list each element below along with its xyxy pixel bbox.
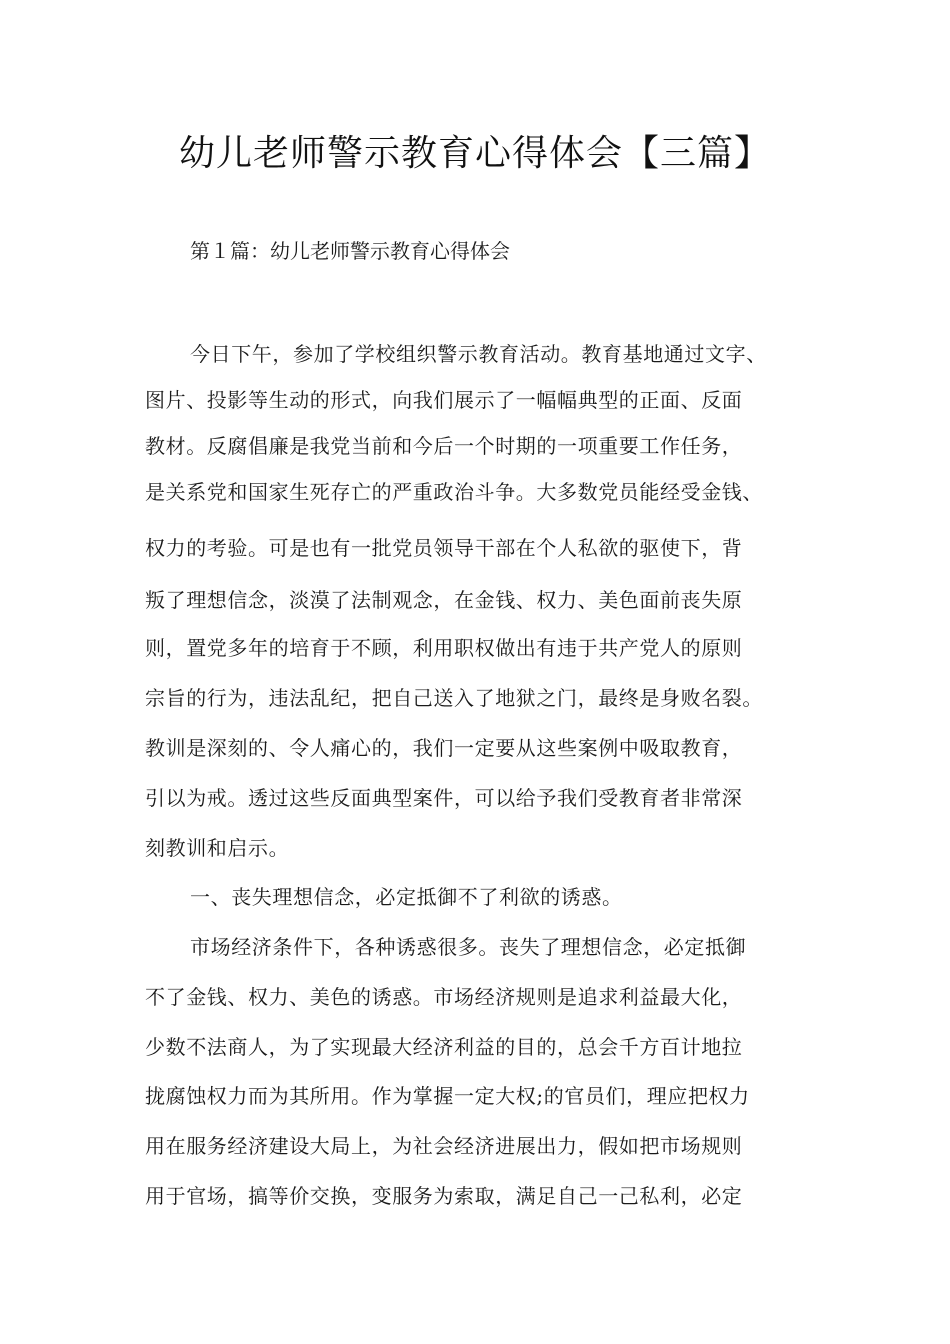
paragraph-line: 不了金钱、权力、美色的诱惑。市场经济规则是追求利益最大化， [145, 985, 743, 1009]
document-title: 幼儿老师警示教育心得体会【三篇】 [178, 133, 771, 174]
paragraph-line: 引以为戒。透过这些反面典型案件，可以给予我们受教育者非常深 [145, 786, 743, 810]
paragraph-line: 叛了理想信念，淡漠了法制观念，在金钱、权力、美色面前丧失原 [145, 588, 743, 612]
paragraph-line: 拢腐蚀权力而为其所用。作为掌握一定大权;的官员们，理应把权力 [145, 1084, 750, 1108]
paragraph-line: 宗旨的行为，违法乱纪，把自己送入了地狱之门，最终是身败名裂。 [145, 686, 763, 710]
section-subtitle: 第１篇：幼儿老师警示教育心得体会 [190, 239, 510, 263]
paragraph-line: 教材。反腐倡廉是我党当前和今后一个时期的一项重要工作任务， [145, 434, 743, 458]
paragraph-line: 少数不法商人，为了实现最大经济利益的目的，总会千方百计地拉 [145, 1035, 743, 1059]
paragraph-line: 用于官场，搞等价交换，变服务为索取，满足自己一己私利，必定 [145, 1184, 743, 1208]
paragraph-line: 是关系党和国家生死存亡的严重政治斗争。大多数党员能经受金钱、 [145, 480, 763, 504]
paragraph-line: 图片、投影等生动的形式，向我们展示了一幅幅典型的正面、反面 [145, 388, 743, 412]
paragraph-line: 教训是深刻的、令人痛心的，我们一定要从这些案例中吸取教育， [145, 736, 743, 760]
paragraph-line: 权力的考验。可是也有一批党员领导干部在个人私欲的驱使下，背 [145, 536, 743, 560]
paragraph-line: 用在服务经济建设大局上，为社会经济进展出力，假如把市场规则 [145, 1134, 743, 1158]
paragraph-line: 今日下午，参加了学校组织警示教育活动。教育基地通过文字、 [190, 342, 767, 366]
paragraph-line: 则，置党多年的培育于不顾，利用职权做出有违于共产党人的原则 [145, 636, 743, 660]
section-heading: 一、丧失理想信念，必定抵御不了利欲的诱惑。 [190, 885, 623, 909]
paragraph-line: 市场经济条件下，各种诱惑很多。丧失了理想信念，必定抵御 [190, 935, 747, 959]
paragraph-line: 刻教训和启示。 [145, 836, 290, 860]
